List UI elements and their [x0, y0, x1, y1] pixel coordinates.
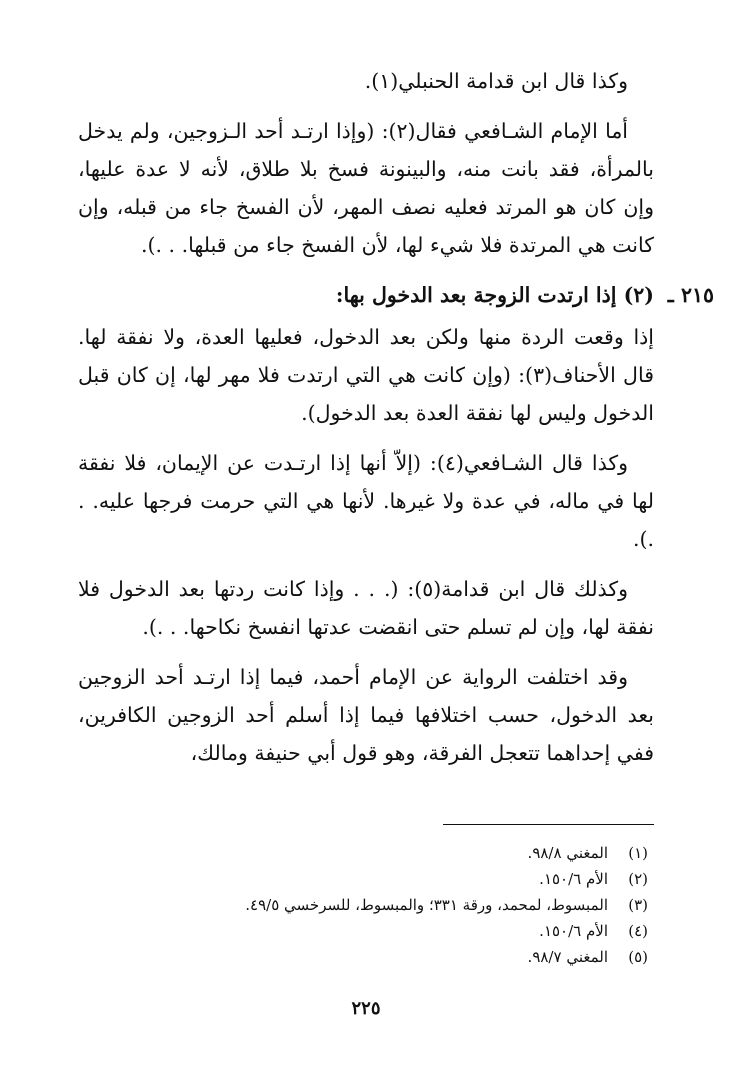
paragraph-1: وكذا قال ابن قدامة الحنبلي(١).	[364, 69, 628, 93]
footnote-item	[88, 866, 648, 892]
paragraph-2: أما الإمام الشـافعي فقال(٢): (وإذا ارتـد أحد الـزوجين، ولم يدخل بالمرأة، فقد بانت منه، والبينونة فسخ بلا طلاق، لأنه لا عدة عليها، وإن كان هو المرتد فعليه نصف المهر، لأن الفسخ جاء من قبله، وإن كانت هي المرتدة فلا شيء لها، لأن الفسخ جاء من قبلها. . .).	[78, 119, 654, 257]
section-heading	[78, 276, 714, 314]
footnote-number: (٥)	[628, 948, 648, 966]
footnote-text: المغني ٩٨/٧.	[527, 948, 608, 966]
footnote-item	[88, 892, 648, 918]
footnote-item	[88, 840, 648, 866]
section-number: ٢١٥ ـ	[667, 283, 714, 307]
footnote-text: المغني ٩٨/٨.	[527, 844, 608, 862]
paragraph-4: وكذا قال الشـافعي(٤): (إلاّ أنها إذا ارتـدت عن الإيمان، فلا نفقة لها في ماله، في عدة ولا غيرها. لأنها هي التي حرمت فرجها عليه. . .).	[78, 451, 655, 551]
footnote-number: (١)	[628, 844, 648, 862]
paragraph-6: وقد اختلفت الرواية عن الإمام أحمد، فيما إذا ارتـد أحد الزوجين بعد الدخول، حسب اختلافها فيما إذا أسلم أحد الزوجين الكافرين، ففي إحداهما تتعجل الفرقة، وهو قول أبي حنيفة ومالك،	[78, 665, 654, 765]
paragraph-5: وكذلك قال ابن قدامة(٥): (. . . وإذا كانت ردتها بعد الدخول فلا نفقة لها، وإن لم تسلم حتى انقضت عدتها انفسخ نكاحها. . .).	[78, 577, 654, 639]
footnote-divider	[443, 824, 654, 825]
footnote-text: الأم ١٥٠/٦.	[539, 870, 608, 888]
footnote-text: المبسوط، لمحمد، ورقة ٣٣١؛ والمبسوط، للسرخسي ٤٩/٥.	[245, 896, 608, 914]
footnote-item	[88, 918, 648, 944]
footnote-item	[88, 944, 648, 970]
section-title: (٢) إذا ارتدت الزوجة بعد الدخول بها:	[335, 283, 654, 307]
footnote-number: (٢)	[628, 870, 648, 888]
footnote-number: (٤)	[628, 922, 648, 940]
main-text	[78, 62, 714, 784]
footnote-number: (٣)	[628, 896, 648, 914]
footnotes	[88, 840, 648, 970]
page-number: ٢٢٥	[351, 998, 381, 1019]
footnote-text: الأم ١٥٠/٦.	[539, 922, 608, 940]
paragraph-3: إذا وقعت الردة منها ولكن بعد الدخول، فعليها العدة، ولا نفقة لها. قال الأحناف(٣): (وإن كانت هي التي ارتدت فلا مهر لها، إن كان قبل الدخول وليس لها نفقة العدة بعد الدخول).	[78, 325, 654, 425]
